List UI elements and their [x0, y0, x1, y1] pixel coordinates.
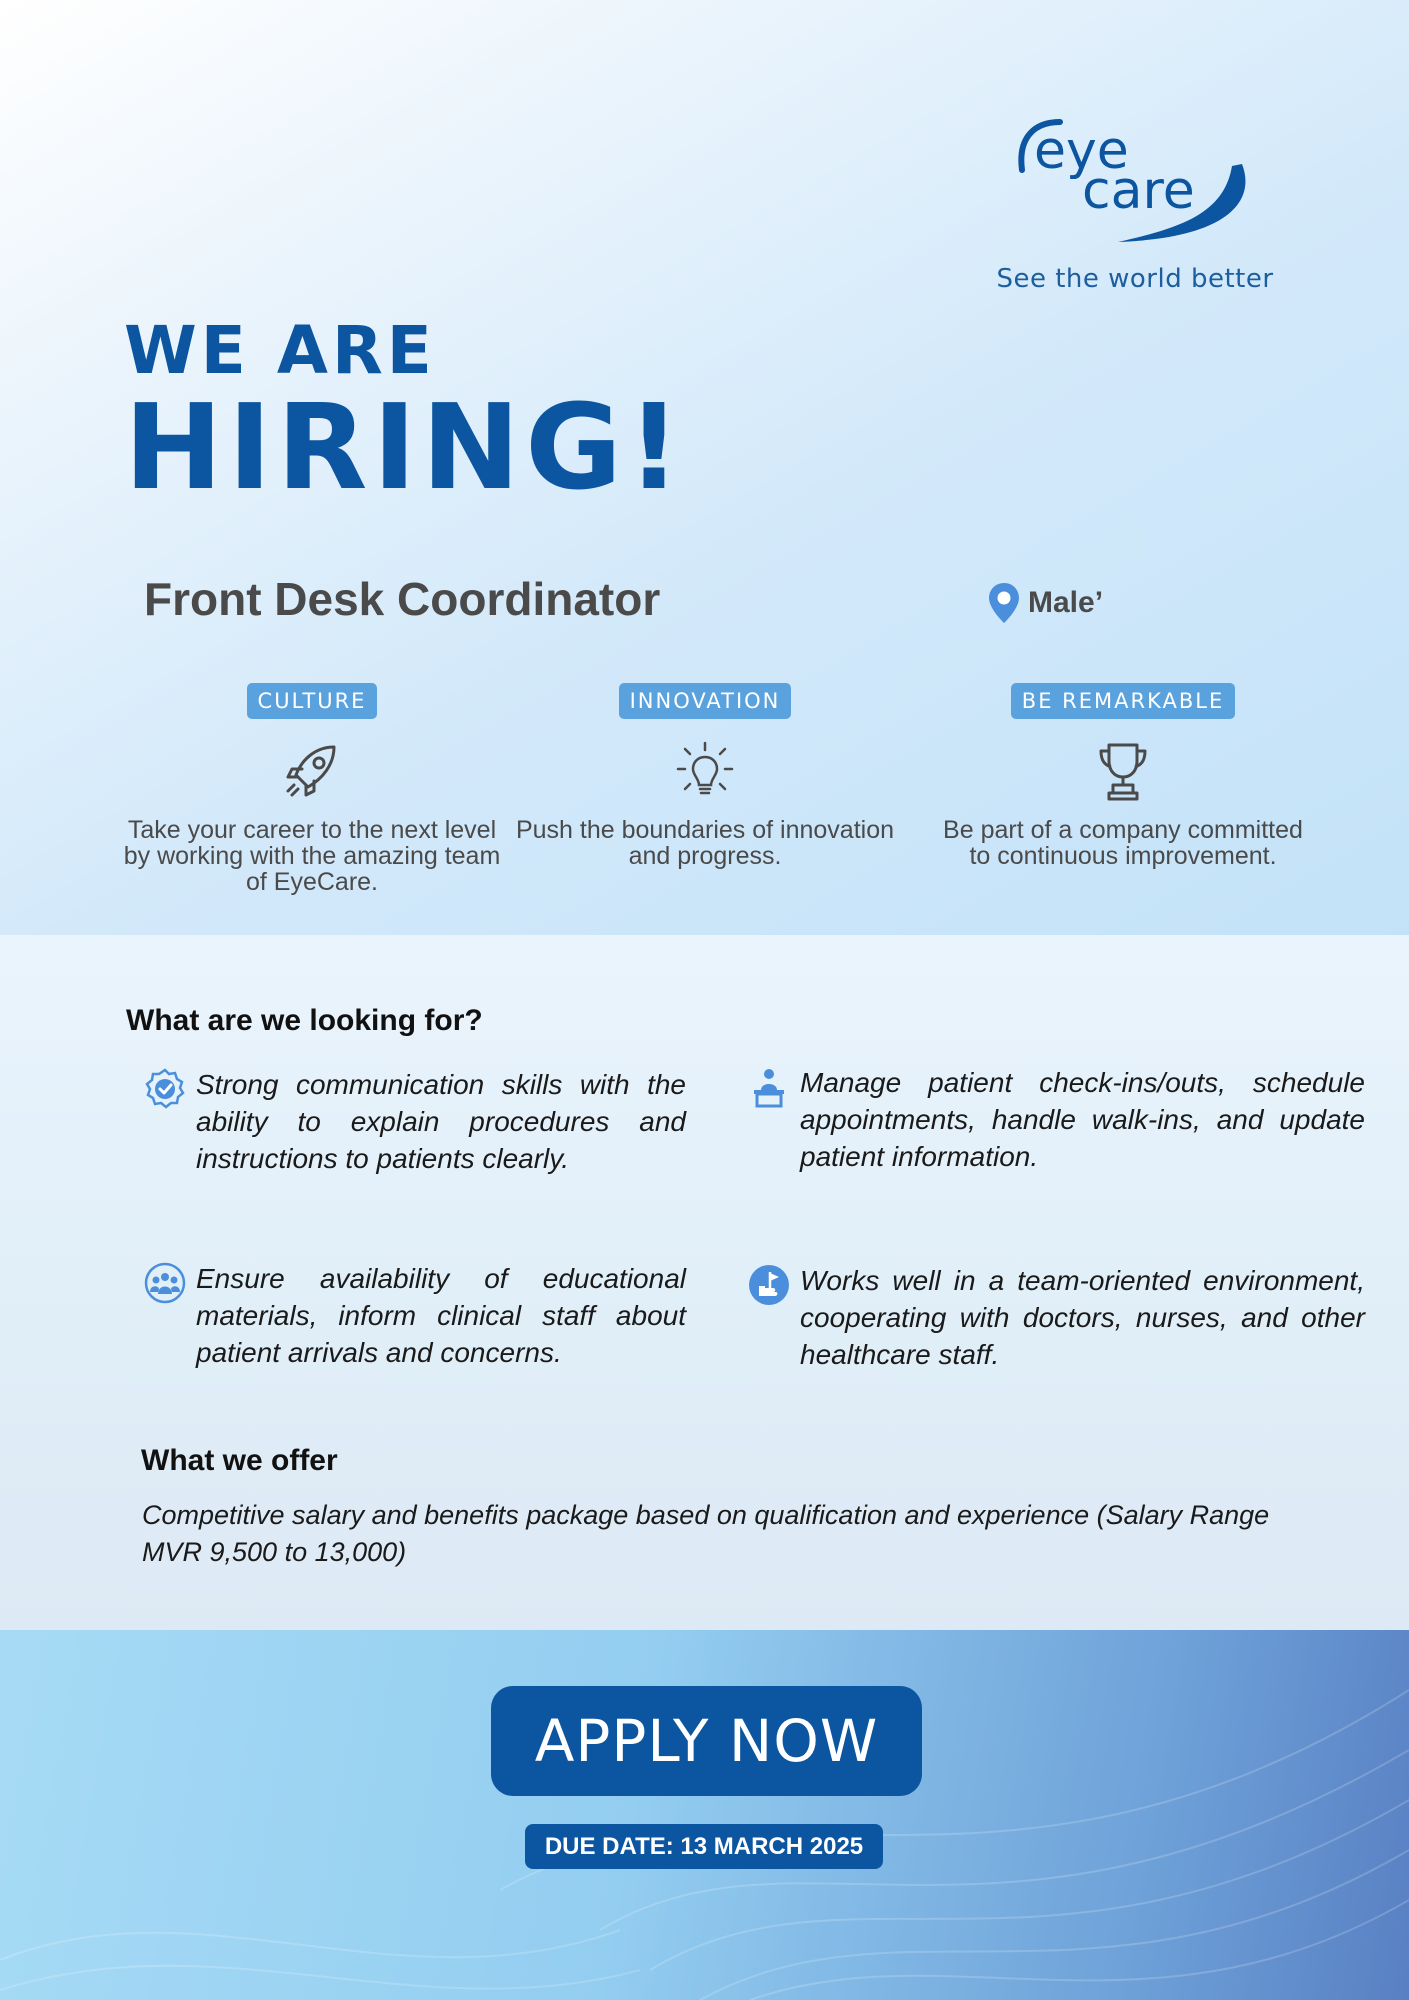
headline-we-are: WE ARE: [124, 312, 436, 389]
looking-for-heading: What are we looking for?: [126, 1004, 483, 1037]
trophy-icon: [1091, 739, 1155, 803]
value-innovation: [515, 683, 895, 869]
requirement-text: Works well in a team-oriented environment, cooperating with doctors, nurses, and other healthcare staff.: [800, 1265, 1365, 1370]
apply-now-button[interactable]: APPLY NOW: [491, 1686, 922, 1796]
front-desk-icon: [748, 1066, 790, 1108]
headline-hiring: HIRING!: [124, 378, 686, 516]
job-location: [988, 582, 1103, 624]
culture-text: Take your career to the next level by working with the amazing team of EyeCare.: [123, 816, 501, 896]
logo-text-eye: eye: [1034, 121, 1129, 181]
requirement-text: Strong communication skills with the ability to explain procedures and instructions to patients clearly.: [196, 1069, 686, 1174]
check-badge-icon: [144, 1068, 186, 1110]
culture-badge: CULTURE: [247, 683, 378, 719]
group-icon: [144, 1262, 186, 1304]
innovation-badge: INNOVATION: [619, 683, 792, 719]
tagline: See the world better: [996, 264, 1274, 294]
innovation-text: Push the boundaries of innovation and progress.: [515, 816, 895, 870]
be-remarkable-text: Be part of a company committed to continuous improvement.: [943, 816, 1303, 870]
be-remarkable-badge: BE REMARKABLE: [1011, 683, 1235, 719]
offer-text: Competitive salary and benefits package based on qualification and experience (Salary Range MVR 9,500 to 13,000): [142, 1500, 1270, 1567]
requirement-text: Manage patient check-ins/outs, schedule appointments, handle walk-ins, and update patient information.: [800, 1067, 1365, 1172]
requirement-text: Ensure availability of educational materials, inform clinical staff about patient arrivals and concerns.: [196, 1263, 686, 1368]
location-label: Male’: [1028, 586, 1104, 619]
rocket-icon: [280, 739, 344, 803]
value-be-remarkable: [933, 683, 1313, 869]
eyecare-logo: [1010, 110, 1270, 250]
map-pin-icon: [988, 582, 1020, 624]
job-title: Front Desk Coordinator: [144, 573, 661, 625]
teamwork-flag-icon: [748, 1264, 790, 1306]
logo-text-care: care: [1082, 161, 1195, 221]
due-date-badge: DUE DATE: 13 MARCH 2025: [525, 1824, 883, 1869]
lightbulb-icon: [673, 739, 737, 803]
value-culture: [122, 683, 502, 895]
offer-heading: What we offer: [141, 1444, 338, 1477]
